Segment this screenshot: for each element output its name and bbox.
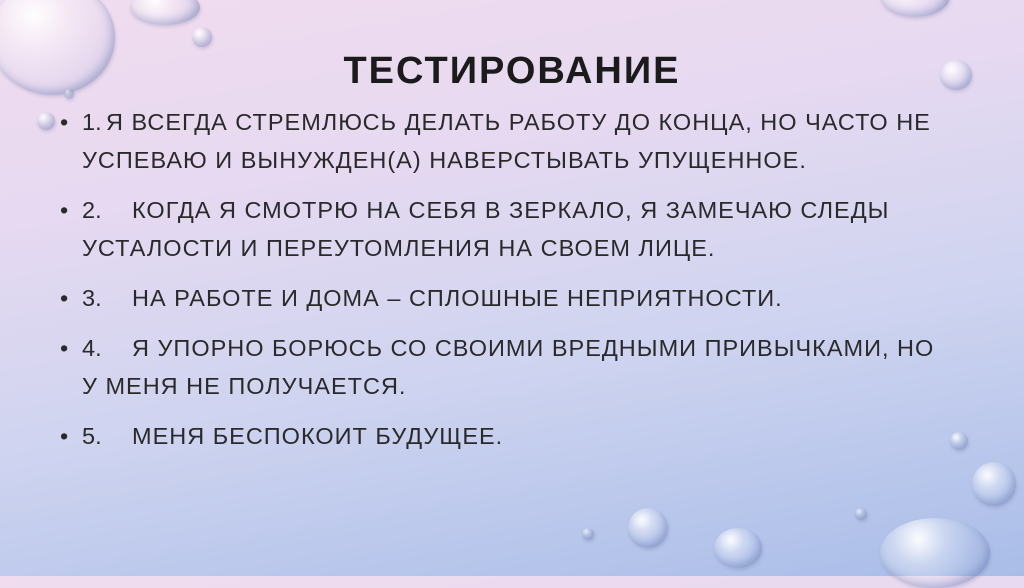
item-text: Я УПОРНО БОРЮСЬ СО СВОИМИ ВРЕДНЫМИ ПРИВЫЧКАМИ, НО У МЕНЯ НЕ ПОЛУЧАЕТСЯ. bbox=[82, 335, 935, 399]
item-text: КОГДА Я СМОТРЮ НА СЕБЯ В ЗЕРКАЛО, Я ЗАМЕЧАЮ СЛЕДЫ УСТАЛОСТИ И ПЕРЕУТОМЛЕНИЯ НА СВОЕМ ЛИЦЕ. bbox=[82, 197, 890, 261]
water-drop-decoration bbox=[880, 518, 990, 588]
test-items-list bbox=[60, 103, 940, 467]
item-number: 3. bbox=[82, 285, 102, 311]
list-item bbox=[60, 417, 940, 455]
list-item bbox=[60, 329, 940, 405]
item-number: 4. bbox=[82, 335, 102, 361]
bullet-icon: • bbox=[60, 285, 70, 311]
item-number: 2. bbox=[82, 197, 102, 223]
water-drop-decoration bbox=[855, 508, 867, 520]
slide-title: ТЕСТИРОВАНИЕ bbox=[343, 50, 681, 92]
water-drop-decoration bbox=[880, 0, 950, 17]
water-drop-decoration bbox=[37, 112, 55, 130]
item-text: МЕНЯ БЕСПОКОИТ БУДУЩЕЕ. bbox=[132, 423, 504, 449]
item-text: НА РАБОТЕ И ДОМА – СПЛОШНЫЕ НЕПРИЯТНОСТИ. bbox=[132, 285, 783, 311]
bullet-icon: • bbox=[60, 197, 70, 223]
water-drop-decoration bbox=[582, 528, 594, 540]
bullet-icon: • bbox=[60, 335, 70, 361]
list-item bbox=[60, 191, 940, 267]
bullet-icon: • bbox=[60, 109, 70, 135]
water-drop-decoration bbox=[130, 0, 200, 25]
water-drop-decoration bbox=[628, 508, 668, 548]
list-item bbox=[60, 279, 940, 317]
list-item bbox=[60, 103, 940, 179]
item-text: Я ВСЕГДА СТРЕМЛЮСЬ ДЕЛАТЬ РАБОТУ ДО КОНЦА, НО ЧАСТО НЕ УСПЕВАЮ И ВЫНУЖДЕН(А) НАВЕРСТЫВАТЬ УПУЩЕННОЕ. bbox=[82, 109, 931, 173]
water-drop-decoration bbox=[972, 462, 1016, 506]
item-number: 1. bbox=[82, 109, 102, 135]
water-drop-decoration bbox=[950, 432, 968, 450]
bullet-icon: • bbox=[60, 423, 70, 449]
item-number: 5. bbox=[82, 423, 102, 449]
water-drop-decoration bbox=[714, 528, 762, 568]
water-drop-decoration bbox=[192, 27, 212, 47]
